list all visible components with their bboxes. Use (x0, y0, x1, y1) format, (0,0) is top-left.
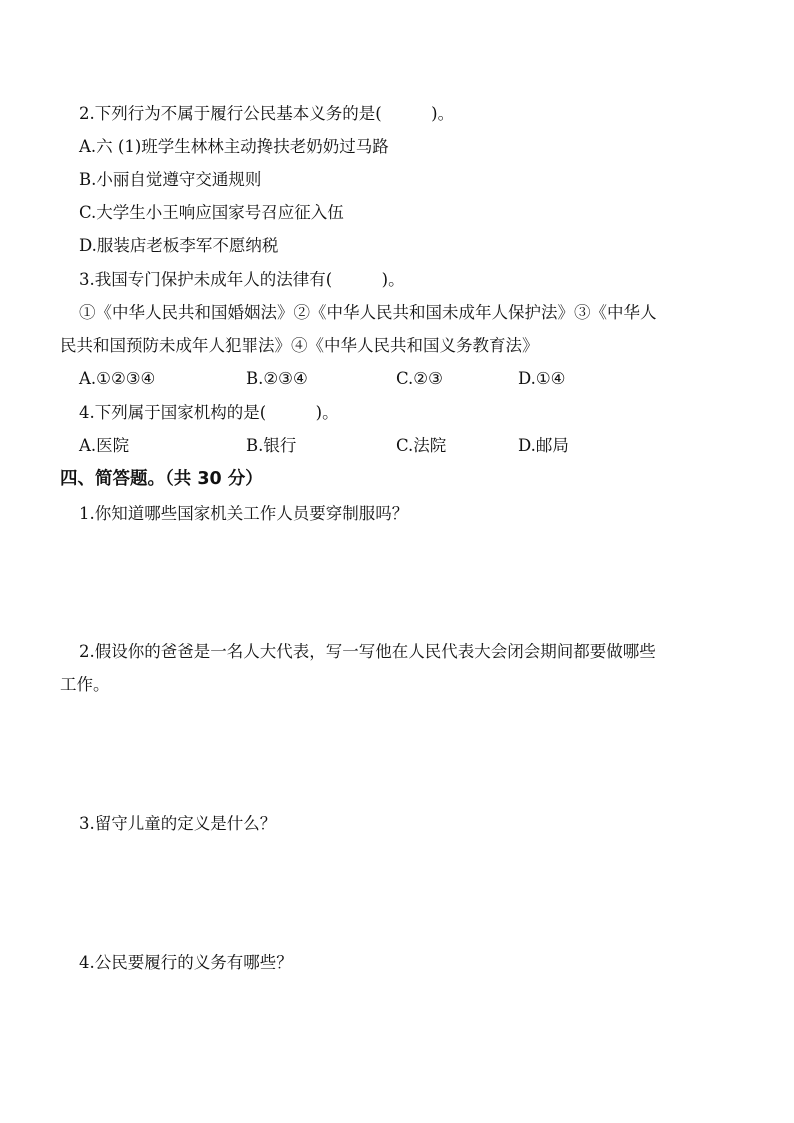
question-4-option-c: C.法院 (396, 436, 447, 455)
short-answer-question-4: 4.公民要履行的义务有哪些？ (79, 953, 293, 972)
question-2-stem: 2.下列行为不属于履行公民基本义务的是( )。 (79, 104, 455, 123)
short-answer-question-1: 1.你知道哪些国家机关工作人员要穿制服吗？ (79, 504, 409, 523)
question-3-text-line-2: 民共和国预防未成年人犯罪法》④《中华人民共和国义务教育法》 (60, 336, 539, 355)
question-2-option-d: D.服装店老板李军不愿纳税 (79, 236, 279, 255)
section-4-heading: 四、简答题。（共 30 分） (60, 469, 263, 489)
question-3-option-b: B.②③④ (246, 369, 308, 388)
question-3-text-line-1: ①《中华人民共和国婚姻法》②《中华人民共和国未成年人保护法》③《中华人 (79, 303, 657, 322)
question-2-option-c: C.大学生小王响应国家号召应征入伍 (79, 203, 344, 222)
question-2-option-b: B.小丽自觉遵守交通规则 (79, 170, 262, 189)
short-answer-question-2: 2.假设你的爸爸是一名人大代表，写一写他在人民代表大会闭会期间都要做哪些 (79, 642, 656, 661)
question-3-stem: 3.我国专门保护未成年人的法律有( )。 (79, 270, 405, 289)
short-answer-question-2-continued: 工作。 (60, 675, 110, 694)
question-3-option-c: C.②③ (396, 369, 443, 388)
question-2-option-a: A.六 (1)班学生林林主动搀扶老奶奶过马路 (79, 137, 389, 156)
question-4-stem: 4.下列属于国家机构的是( )。 (79, 403, 339, 422)
short-answer-question-3: 3.留守儿童的定义是什么？ (79, 814, 277, 833)
question-4-option-d: D.邮局 (518, 436, 569, 455)
question-4-option-b: B.银行 (246, 436, 297, 455)
question-3-option-a: A.①②③④ (79, 369, 156, 388)
question-3-option-d: D.①④ (518, 369, 566, 388)
question-4-option-a: A.医院 (79, 436, 130, 455)
